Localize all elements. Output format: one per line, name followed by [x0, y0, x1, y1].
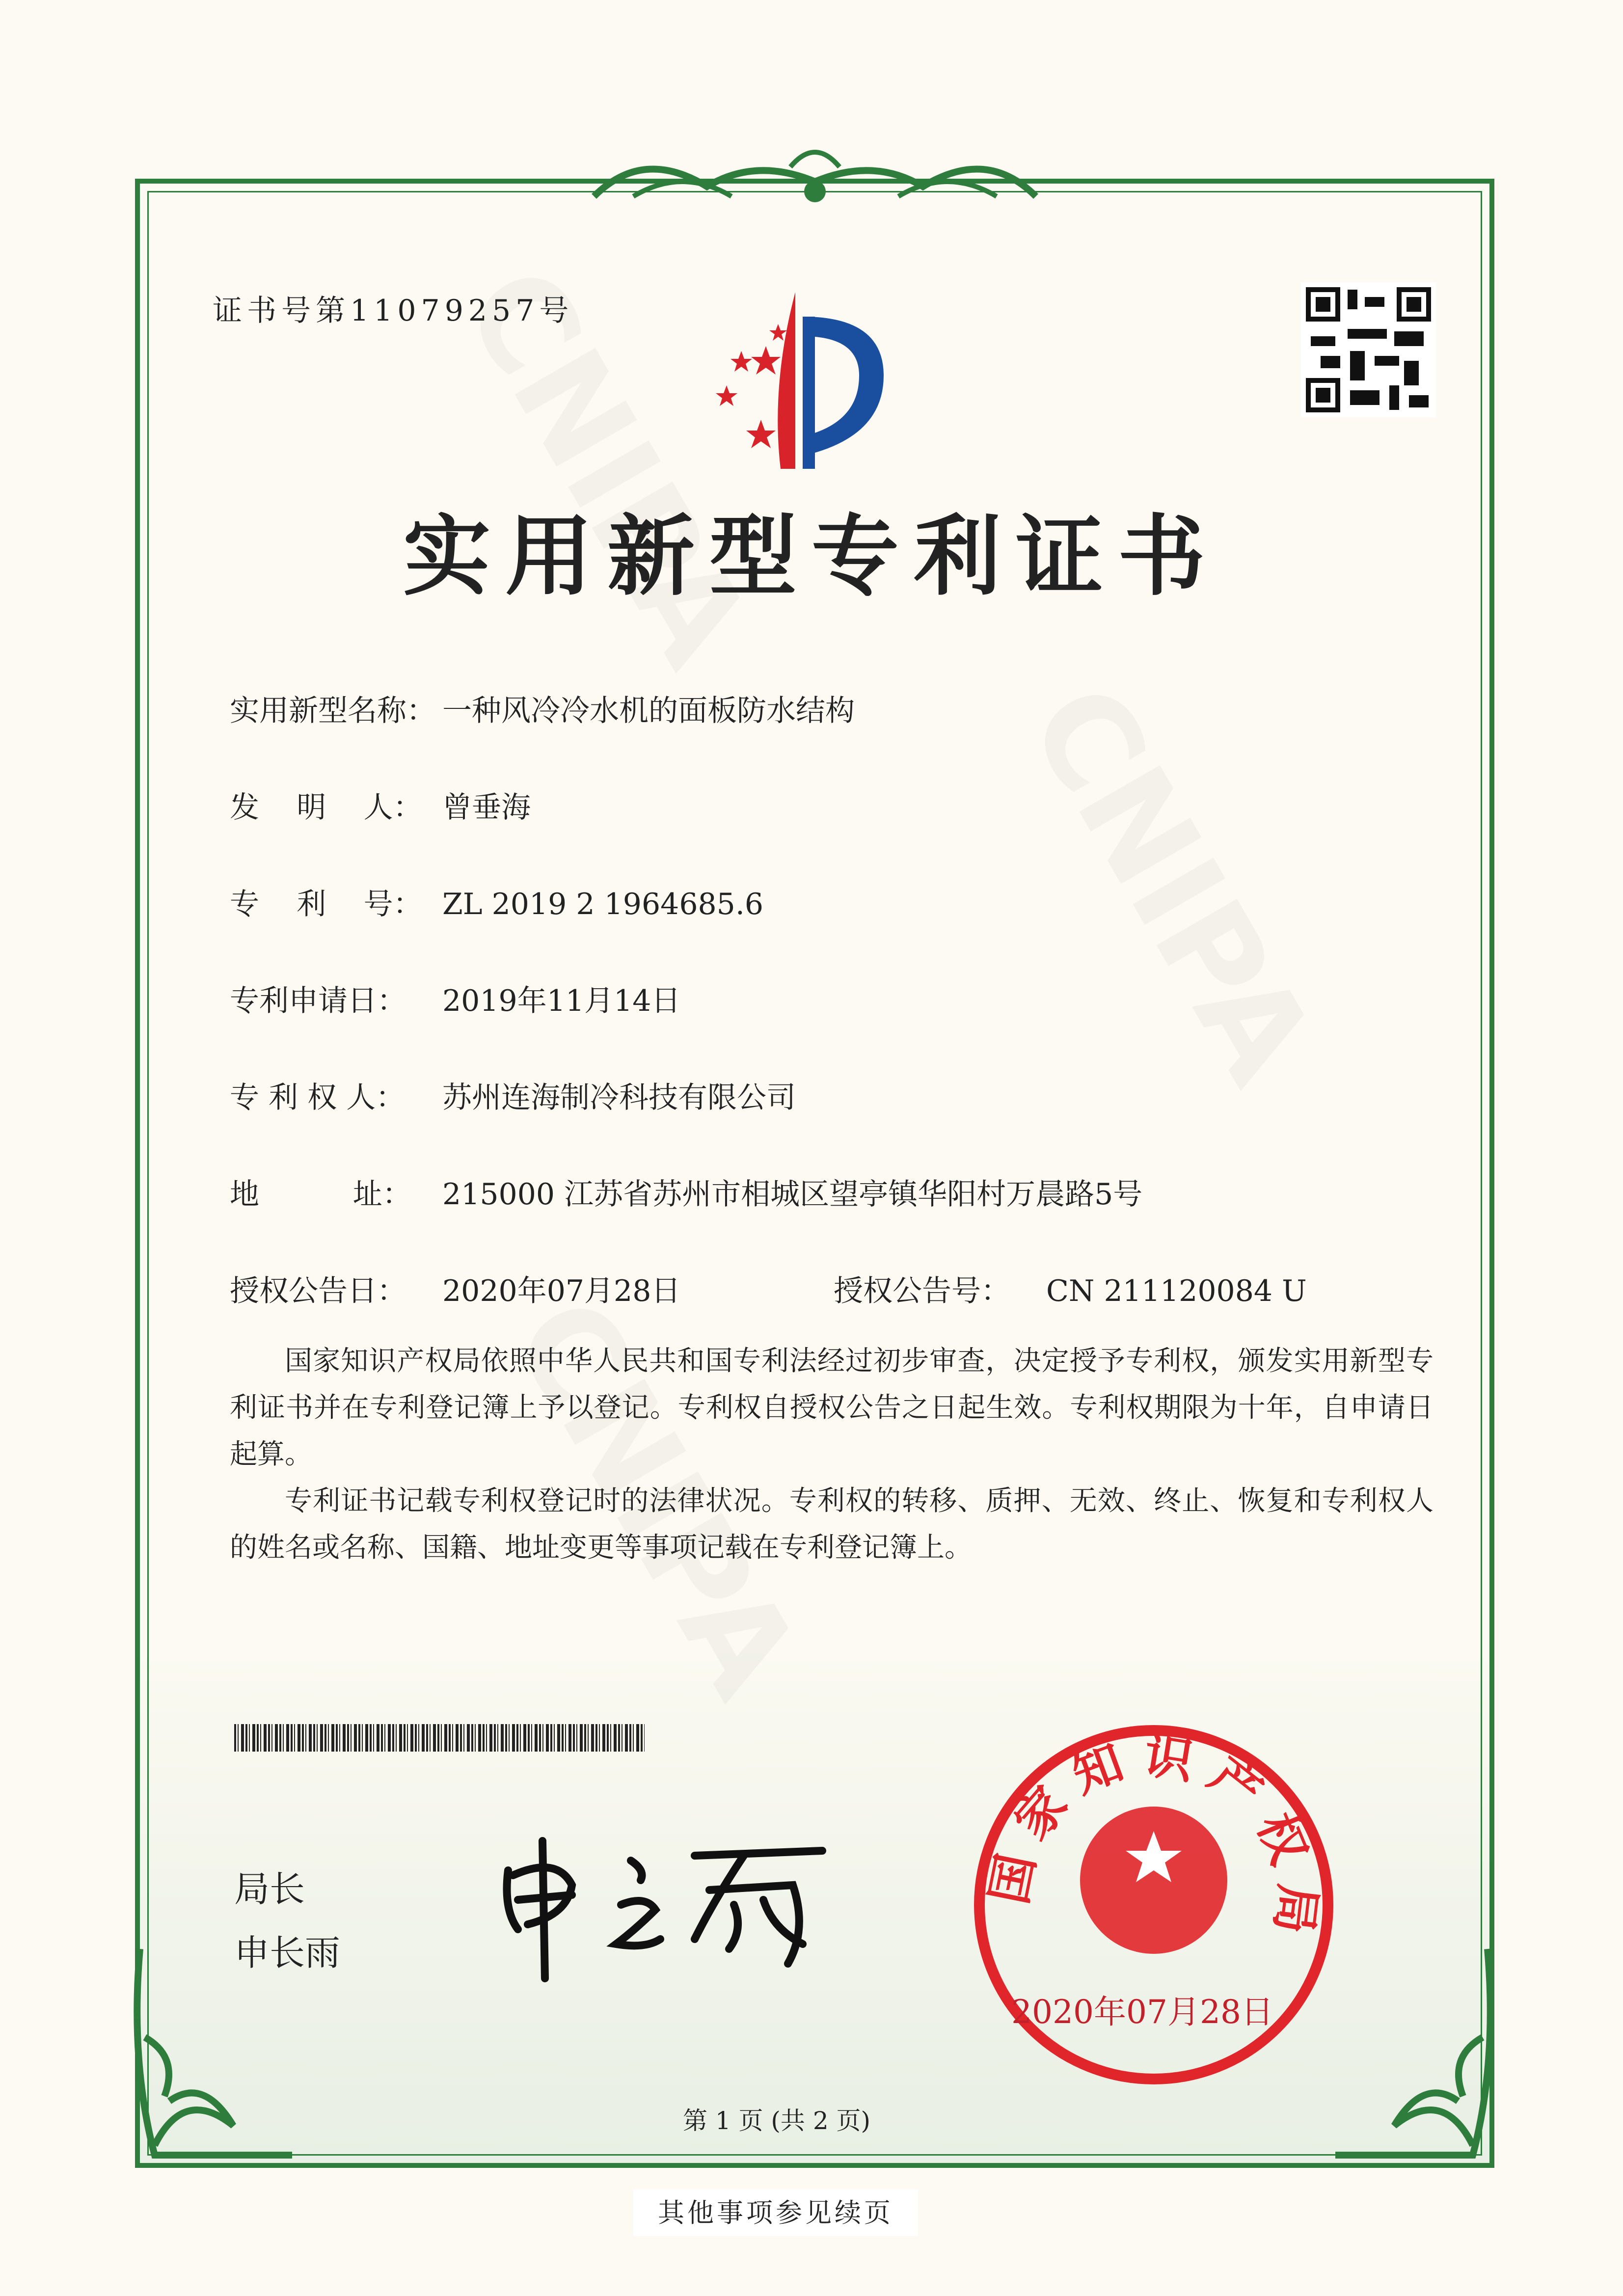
field-value: 2019年11月14日 — [442, 984, 681, 1018]
field-label: 地 址： — [230, 1177, 412, 1212]
certificate-statement — [230, 1338, 1434, 1571]
field-value: 曾垂海 — [442, 790, 531, 825]
field-label: 专 利 权 人： — [230, 1080, 406, 1115]
seal-text: 国家知识产权局 — [979, 1725, 1328, 1952]
director-name: 申长雨 — [234, 1932, 341, 1973]
field-row — [230, 687, 855, 729]
field-value: ZL 2019 2 1964685.6 — [442, 887, 764, 921]
paragraph: 国家知识产权局依照中华人民共和国专利法经过初步审查，决定授予专利权，颁发实用新型专利证书并在专利登记簿上予以登记。专利权自授权公告之日起生效。专利权期限为十年，自申请日起算。 — [230, 1345, 1434, 1470]
qr-code-icon — [1301, 282, 1436, 417]
field-value: 一种风冷冷水机的面板防水结构 — [442, 694, 855, 728]
field-value: CN 211120084 U — [1046, 1274, 1307, 1308]
field-row — [230, 977, 680, 1020]
continued-note: 其他事项参见续页 — [633, 2189, 918, 2236]
field-label: 实用新型名称： — [230, 694, 436, 728]
barcode — [234, 1724, 645, 1752]
field-row — [230, 1074, 796, 1116]
field-value: 苏州连海制冷科技有限公司 — [442, 1080, 796, 1115]
signature-icon — [498, 1831, 832, 1988]
announcement-row — [834, 1268, 1307, 1310]
page-title: 实用新型专利证书 — [403, 505, 1220, 607]
field-label: 授权公告号： — [834, 1274, 1010, 1308]
field-label: 专 利 号： — [230, 887, 423, 921]
certificate-number: 证书号第11079257号 — [213, 294, 574, 328]
paragraph: 专利证书记载专利权登记时的法律状况。专利权的转移、质押、无效、终止、恢复和专利权人的姓名或名称、国籍、地址变更等事项记载在专利登记簿上。 — [230, 1485, 1434, 1564]
field-label: 授权公告日： — [230, 1274, 406, 1308]
cnipa-logo-icon — [697, 287, 933, 474]
field-row — [230, 784, 531, 826]
field-row — [230, 1171, 1142, 1213]
field-value: 215000 江苏省苏州市相城区望亭镇华阳村万晨路5号 — [442, 1177, 1143, 1212]
top-ornament-icon — [584, 137, 1046, 221]
director-title: 局长 — [234, 1868, 305, 1910]
page-number: 第 1 页 (共 2 页) — [682, 2107, 871, 2135]
field-label: 专利申请日： — [230, 984, 406, 1018]
field-value: 2020年07月28日 — [442, 1274, 681, 1308]
field-row — [230, 881, 763, 923]
field-row — [230, 1268, 680, 1310]
field-label: 发 明 人： — [230, 790, 423, 825]
official-seal-icon — [967, 1718, 1340, 2091]
seal-date: 2020年07月28日 — [1011, 1993, 1273, 2031]
